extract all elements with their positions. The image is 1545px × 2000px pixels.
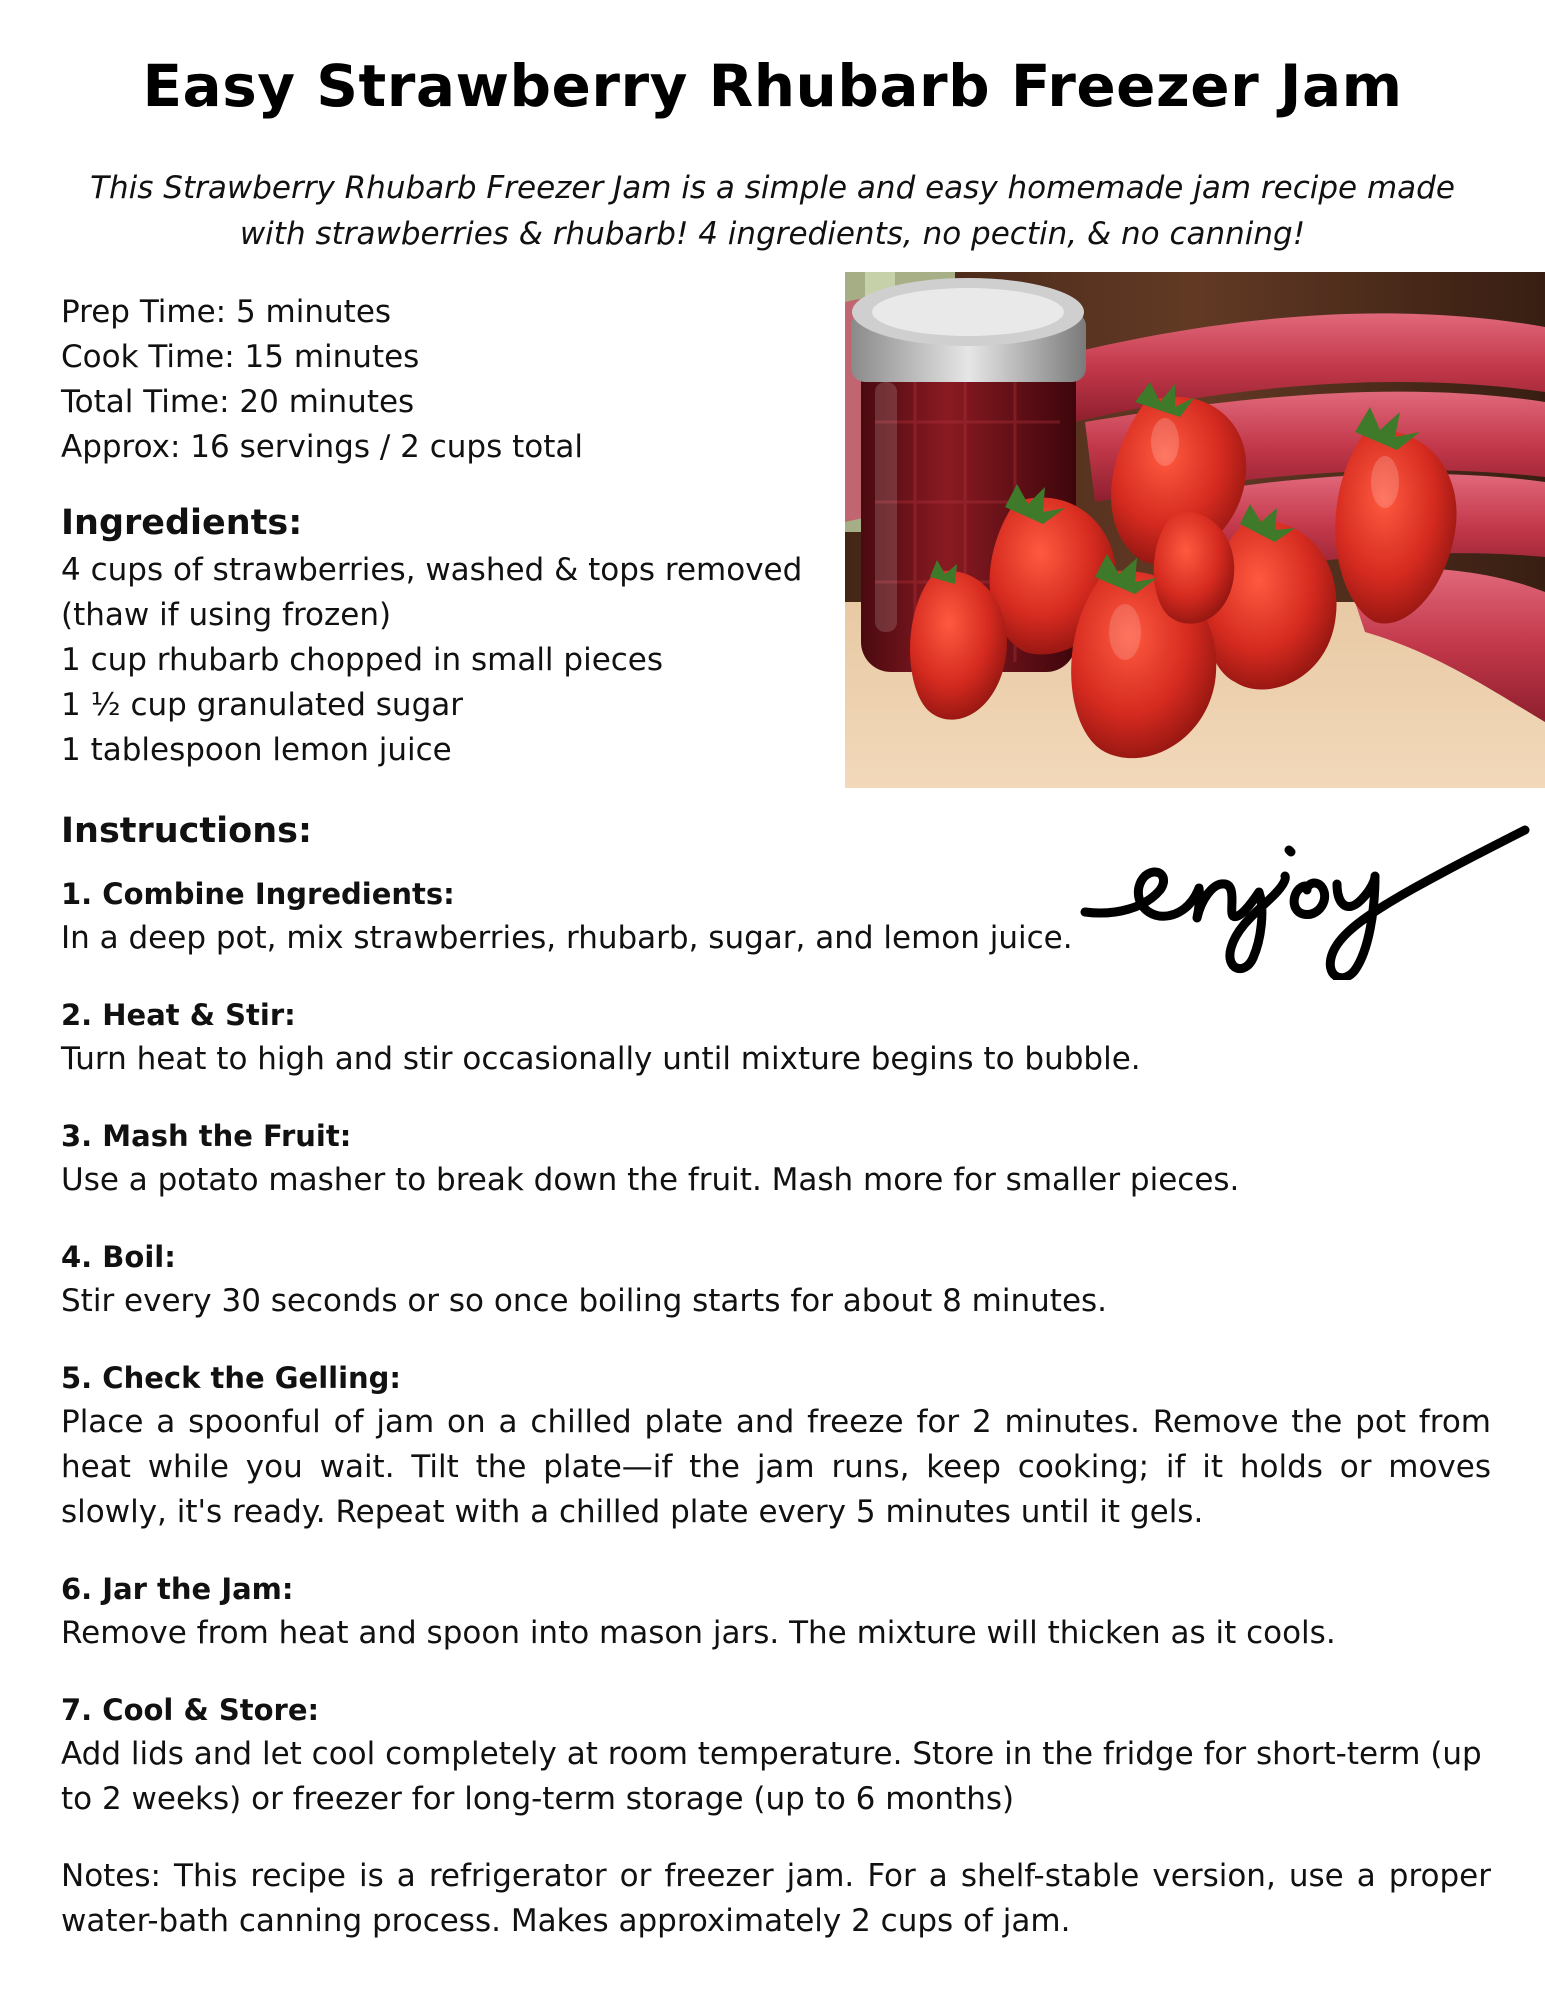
step-text: Stir every 30 seconds or so once boiling starts for about 8 minutes. bbox=[61, 1283, 1108, 1319]
instruction-step-5 bbox=[61, 1356, 1491, 1535]
servings: Approx: 16 servings / 2 cups total bbox=[61, 429, 583, 465]
total-time: Total Time: 20 minutes bbox=[61, 384, 415, 420]
subtitle-line-1: This Strawberry Rhubarb Freezer Jam is a simple and easy homemade jam recipe made bbox=[90, 170, 1455, 206]
instruction-step-2 bbox=[61, 993, 1491, 1082]
subtitle-line-2: with strawberries & rhubarb! 4 ingredients, no pectin, & no canning! bbox=[239, 216, 1306, 252]
instruction-step-1 bbox=[61, 872, 1491, 961]
step-title: 4. Boil: bbox=[61, 1240, 176, 1274]
instruction-step-3 bbox=[61, 1114, 1491, 1203]
instructions-steps bbox=[61, 872, 1491, 1944]
instruction-step-7 bbox=[61, 1688, 1491, 1822]
prep-time: Prep Time: 5 minutes bbox=[61, 294, 392, 330]
step-text: In a deep pot, mix strawberries, rhubarb, sugar, and lemon juice. bbox=[61, 920, 1073, 956]
instructions-heading: Instructions: bbox=[61, 811, 312, 851]
step-text: Remove from heat and spoon into mason jars. The mixture will thicken as it cools. bbox=[61, 1615, 1336, 1651]
step-title: 5. Check the Gelling: bbox=[61, 1361, 402, 1395]
step-title: 1. Combine Ingredients: bbox=[61, 877, 455, 911]
photo-illustration bbox=[845, 272, 1545, 788]
step-title: 6. Jar the Jam: bbox=[61, 1572, 294, 1606]
jam-jar-strawberries-rhubarb-photo bbox=[845, 272, 1545, 788]
ingredient-item: 4 cups of strawberries, washed & tops removed bbox=[61, 552, 803, 588]
step-title: 3. Mash the Fruit: bbox=[61, 1119, 352, 1153]
ingredient-item: 1 cup rhubarb chopped in small pieces bbox=[61, 642, 664, 678]
step-text: Place a spoonful of jam on a chilled plate and freeze for 2 minutes. Remove the pot from heat while you wait. Tilt the plate—if the jam runs, keep cooking; if it holds or moves slowly, it's ready. Repeat with a chilled plate every 5 minutes until it gels. bbox=[61, 1404, 1491, 1530]
ingredient-item: (thaw if using frozen) bbox=[61, 597, 392, 633]
instruction-step-6 bbox=[61, 1567, 1491, 1656]
step-title: 2. Heat & Stir: bbox=[61, 998, 296, 1032]
recipe-times bbox=[61, 290, 583, 470]
step-text: Add lids and let cool completely at room temperature. Store in the fridge for short-term (up to 2 weeks) or freezer for long-term storage (up to 6 months) bbox=[61, 1736, 1482, 1817]
recipe-subtitle bbox=[60, 165, 1485, 257]
recipe-notes: Notes: This recipe is a refrigerator or freezer jam. For a shelf-stable version, use a proper water-bath canning process. Makes approximately 2 cups of jam. bbox=[61, 1858, 1491, 1939]
instruction-step-4 bbox=[61, 1235, 1491, 1324]
ingredients-heading: Ingredients: bbox=[61, 503, 303, 543]
ingredients-section bbox=[61, 500, 841, 773]
step-text: Turn heat to high and stir occasionally until mixture begins to bubble. bbox=[61, 1041, 1141, 1077]
cook-time: Cook Time: 15 minutes bbox=[61, 339, 420, 375]
step-title: 7. Cool & Store: bbox=[61, 1693, 320, 1727]
step-text: Use a potato masher to break down the fruit. Mash more for smaller pieces. bbox=[61, 1162, 1240, 1198]
page-title: Easy Strawberry Rhubarb Freezer Jam bbox=[142, 52, 1403, 120]
ingredient-item: 1 tablespoon lemon juice bbox=[61, 732, 452, 768]
ingredient-item: 1 ½ cup granulated sugar bbox=[61, 687, 464, 723]
